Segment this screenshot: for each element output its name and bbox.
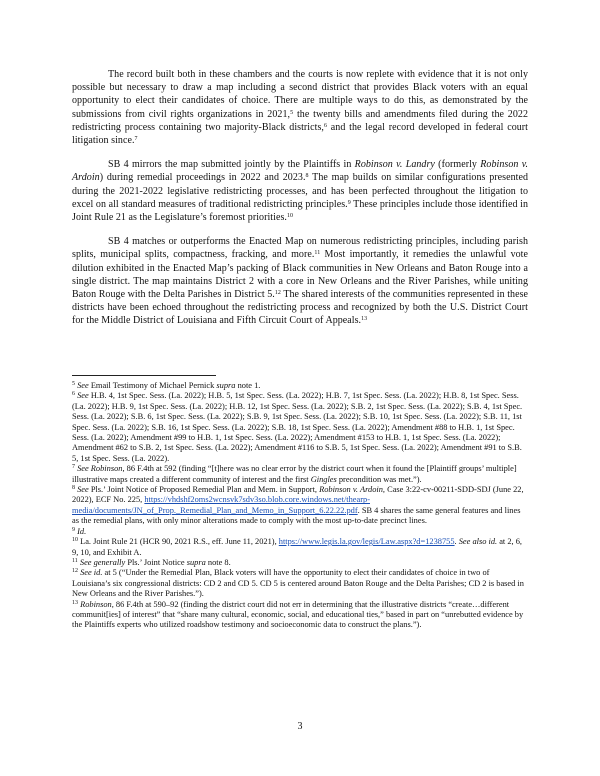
footnote-reference: 11 (314, 250, 321, 257)
italic-text: supra (216, 381, 236, 390)
italic-text: See also id. (458, 537, 498, 547)
italic-text: See generally (79, 557, 126, 567)
footnote-number: 10 (72, 537, 78, 544)
italic-text: Robinson (80, 599, 112, 609)
url-link[interactable]: https://vhdshf2oms2wcnsvk7sdv3so.blob.core.windows.net/thearp-media/documents/JN_of_Prop._Remedial_Plan_and_Memo_in_Support_6.22.22.pdf (72, 495, 370, 515)
footnote-reference: 6 (323, 122, 328, 129)
text-run: and the legal record developed in federal court litigation since. (72, 121, 529, 147)
italic-text: See Robinson (77, 464, 123, 474)
footnote-number: 12 (72, 568, 78, 575)
body-paragraph (72, 68, 528, 147)
text-run: note 8. (205, 557, 231, 567)
footnote-reference: 9 (347, 199, 351, 206)
footnotes (72, 381, 528, 631)
text-run: H.B. 4, 1st Spec. Sess. (La. 2022); H.B. 5, 1st Spec. Sess. (La. 2022); H.B. 7, 1st Spec. Sess. (La. 2022); H.B. 8, 1st Spec. Sess. (La. 2022); H.B. 9, 1st Spec. Sess. (La. 2022); H.B. 12, 1st Spec. Sess. (La. 2022); S.B. 2, 1st Spec. Sess. (La. 2022); S.B. 4, 1st Spec. Sess. (La. 2022); S.B. 6, 1st Spec. Sess. (La. 2022); S.B. 9, 1st Spec. Sess. (La. 2022); S.B. 10, 1st Spec. Sess. (La. 2022); S.B. 11, 1st Spec. Sess. (La. 2022); S.B. 16, 1st Spec. Sess. (La. 2022); S.B. 18, 1st Spec. Sess. (La. 2022); Amendment #88 to H.B. 1, 1st Spec. Sess. (La. 2022); Amendment #99 to H.B. 1, 1st Spec. Sess. (La. 2022); Amendment #153 to H.B. 1, 1st Spec. Sess. (La. 2022); Amendment #62 to S.B. 2, 1st Spec. Sess. (La. 2022); Amendment #116 to S.B. 5, 1st Spec. Sess. (La. 2022); Amendment #91 to S.B. 5, 1st Spec. Sess. (La. 2022). (72, 391, 523, 463)
text-run: , 86 F.4th at 592 (finding “[t]here was no clear error by the district court when it found the [Plaintiff groups’ multiple] illustrative maps created a different community of interest and the first (72, 464, 517, 484)
italic-text: Id. (77, 526, 87, 536)
text-run: The map builds on similar configurations presented during the 2021-2022 legislative redistricting processes, and has been perfected throughout the litigation to excel on all standard measures of traditional redistricting principles. (72, 172, 528, 210)
text-run: Email Testimony of Michael Pernick (88, 381, 217, 390)
text-run: The record built both in these chambers and the courts is now replete with evidence that it is not only possible but necessary to draw a map including a second district that provides Black voters with an equal opportunity to elect their candidates of choice. There are multiple ways to do this, as demonstrated by the submissions from civil rights organizations in 2021, (72, 69, 528, 120)
text-run: SB 4 matches or outperforms the Enacted Map on numerous redistricting principles, including parish splits, municipal splits, compactness, fracking, and more. (72, 236, 528, 261)
footnote-number: 9 (72, 526, 75, 533)
footnote (72, 464, 528, 485)
italic-text: Robinson v. Landry (354, 159, 435, 171)
italic-text: Robinson v. Ardoin (72, 159, 528, 184)
footnote (72, 391, 528, 464)
body-text (72, 68, 528, 339)
italic-text: Gingles (310, 474, 337, 484)
text-run: Pls.’ Joint Notice (125, 557, 187, 567)
footnote-reference: 10 (286, 213, 294, 220)
footnote-number: 6 (72, 391, 75, 398)
text-run: La. Joint Rule 21 (HCR 90, 2021 R.S., eff. June 11, 2021), (80, 537, 279, 547)
text-run: Most importantly, it remedies the unlawful vote dilution exhibited in the Enacted Map’s packing of Black communities in New Orleans and Baton Rouge into a single district. The map maintains District 2 with a core in New Orleans and the River Parishes, while uniting Baton Rouge with the Delta Parishes in District 5. (72, 249, 528, 301)
text-run: precondition was met.”). (336, 474, 422, 484)
footnote (72, 600, 528, 631)
text-run: (formerly (434, 159, 481, 171)
text-run: The shared interests of the communities represented in these districts have been echoed throughout the redistricting process and recognized by both the U.S. District Court for the Middle District of Louisiana and Fifth Circuit Court of Appeals. (72, 289, 528, 327)
footnote-separator (72, 375, 216, 376)
body-paragraph (72, 158, 528, 224)
footnote-number: 13 (72, 599, 78, 606)
italic-text: See (77, 391, 89, 401)
footnote-reference: 5 (290, 109, 294, 116)
italic-text: See (77, 485, 89, 495)
footnote-reference: 7 (134, 136, 138, 143)
text-run: Pls.’ Joint Notice of Proposed Remedial Plan and Mem. in Support, (88, 485, 320, 495)
italic-text: Robinson v. Ardoin (319, 485, 383, 495)
footnote-number: 11 (72, 557, 78, 564)
footnote (72, 558, 528, 568)
footnote (72, 537, 528, 558)
text-run: at 5 (“Under the Remedial Plan, Black voters will have the opportunity to elect their candidates of choice in two of Louisiana’s six congressional districts: CD 2 and CD 5. CD 5 is centered around Baton Rouge and the Delta Parishes; CD 2 is based in New Orleans and the River Parishes.”). (72, 568, 524, 599)
footnote (72, 381, 528, 391)
text-run: SB 4 mirrors the map submitted jointly by the Plaintiffs in (108, 159, 355, 171)
body-paragraph (72, 235, 528, 327)
text-run: . SB 4 shares the same general features and lines as the remedial plans, with only minor alterations made to comply with the most up-to-date precinct lines. (72, 505, 521, 526)
footnote-reference: 8 (305, 173, 309, 180)
footnote-number: 8 (72, 485, 75, 492)
italic-text: See (77, 381, 89, 390)
footnote (72, 527, 528, 537)
text-run: These principles include those identified in Joint Rule 21 as the Legislature’s foremost priorities. (72, 198, 528, 224)
italic-text: See id. (80, 568, 103, 578)
footnote (72, 568, 528, 599)
footnote-reference: 12 (274, 290, 281, 297)
text-run: note 1. (235, 381, 261, 390)
footnote-reference: 13 (361, 316, 368, 323)
text-run: ) during remedial proceedings in 2022 and 2023. (99, 172, 306, 184)
footnote (72, 485, 528, 527)
text-run: at 2, 6, 9, 10, and Exhibit A. (72, 537, 523, 557)
italic-text: supra (186, 557, 206, 567)
page-number: 3 (297, 721, 303, 732)
text-run: , Case 3:22-cv-00211-SDD-SDJ (June 22, 2022), ECF No. 225, (72, 485, 524, 505)
text-run: . (454, 537, 459, 547)
text-run: , 86 F.4th at 590–92 (finding the district court did not err in determining that the illustrative districts “create…different communit[ies] of interest” that “share many cultural, economic, social, and educational ties,” based in part on “unrebutted evidence by the Plaintiffs experts who utilized roadshow testimony and socioeconomic data to construct the plans.”). (72, 599, 524, 630)
text-run: the twenty bills and amendments filed during the 2022 redistricting process containing two majority-Black districts, (72, 108, 528, 133)
url-link[interactable]: https://www.legis.la.gov/legis/Law.aspx?d=1238755 (278, 537, 455, 547)
footnote-number: 7 (72, 464, 75, 471)
footnote-number: 5 (72, 381, 75, 387)
